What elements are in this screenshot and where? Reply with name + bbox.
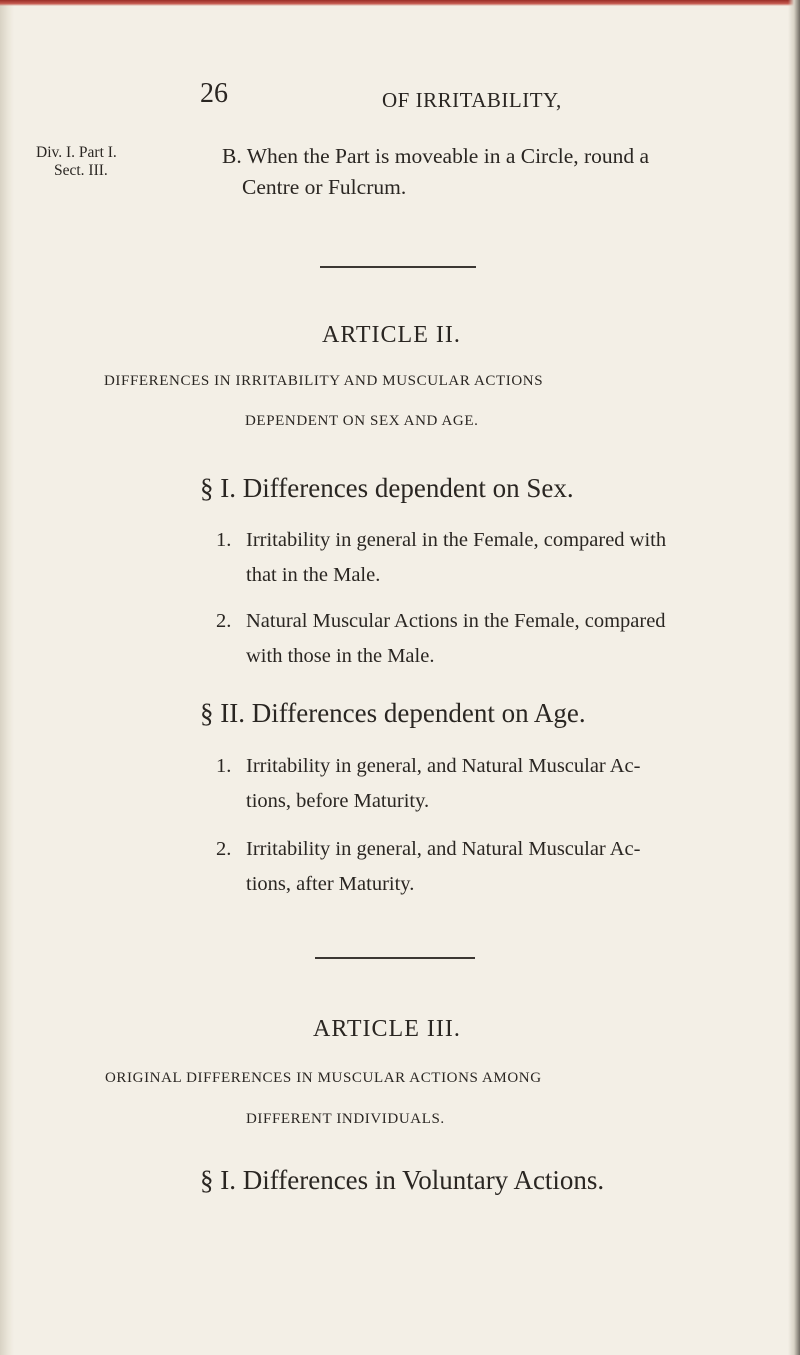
list-item-number: 1. — [216, 529, 232, 551]
list-item-number: 2. — [216, 610, 232, 632]
list-item — [216, 749, 641, 819]
list-item-line-2: with those in the Male. — [246, 645, 435, 667]
list-item-line-1: Natural Muscular Actions in the Female, compared — [246, 610, 666, 632]
article-3-subtitle-line-1: ORIGINAL DIFFERENCES IN MUSCULAR ACTIONS AMONG — [105, 1070, 542, 1086]
list-item — [216, 523, 666, 593]
list-item-line-2: that in the Male. — [246, 564, 381, 586]
section-divider — [315, 957, 475, 959]
article-2-title: ARTICLE II. — [322, 322, 461, 348]
list-item-line-2: tions, after Maturity. — [246, 873, 415, 895]
article-2-subtitle-line-2: DEPENDENT ON SEX AND AGE. — [245, 413, 479, 429]
page-number: 26 — [200, 78, 228, 109]
list-item-line-1: Irritability in general, and Natural Muscular Ac- — [246, 838, 641, 860]
list-item — [216, 832, 641, 902]
margin-note-section: Sect. III. — [54, 162, 108, 179]
article-2-subtitle-line-1: DIFFERENCES IN IRRITABILITY AND MUSCULAR ACTIONS — [104, 373, 544, 389]
section-heading-sex: § I. Differences dependent on Sex. — [200, 473, 574, 503]
page-top-edge — [0, 0, 800, 6]
article-3-subtitle-line-2: DIFFERENT INDIVIDUALS. — [246, 1111, 445, 1127]
margin-note-division: Div. I. Part I. — [36, 144, 117, 161]
intro-line-1: B. When the Part is moveable in a Circle, round a — [222, 144, 650, 168]
article-3-title: ARTICLE III. — [313, 1016, 461, 1042]
section-divider — [320, 266, 476, 268]
section-heading-voluntary: § I. Differences in Voluntary Actions. — [200, 1165, 605, 1195]
list-item-line-1: Irritability in general, and Natural Muscular Ac- — [246, 755, 641, 777]
list-item-line-2: tions, before Maturity. — [246, 790, 430, 812]
list-item — [216, 604, 666, 674]
section-heading-age: § II. Differences dependent on Age. — [200, 698, 586, 728]
running-title: OF IRRITABILITY, — [382, 88, 562, 112]
page-gutter-shadow — [0, 0, 14, 1355]
intro-line-2: Centre or Fulcrum. — [242, 175, 407, 199]
list-item-line-1: Irritability in general in the Female, compared with — [246, 529, 667, 551]
list-item-number: 1. — [216, 755, 232, 777]
page-right-edge — [788, 0, 800, 1355]
list-item-number: 2. — [216, 838, 232, 860]
